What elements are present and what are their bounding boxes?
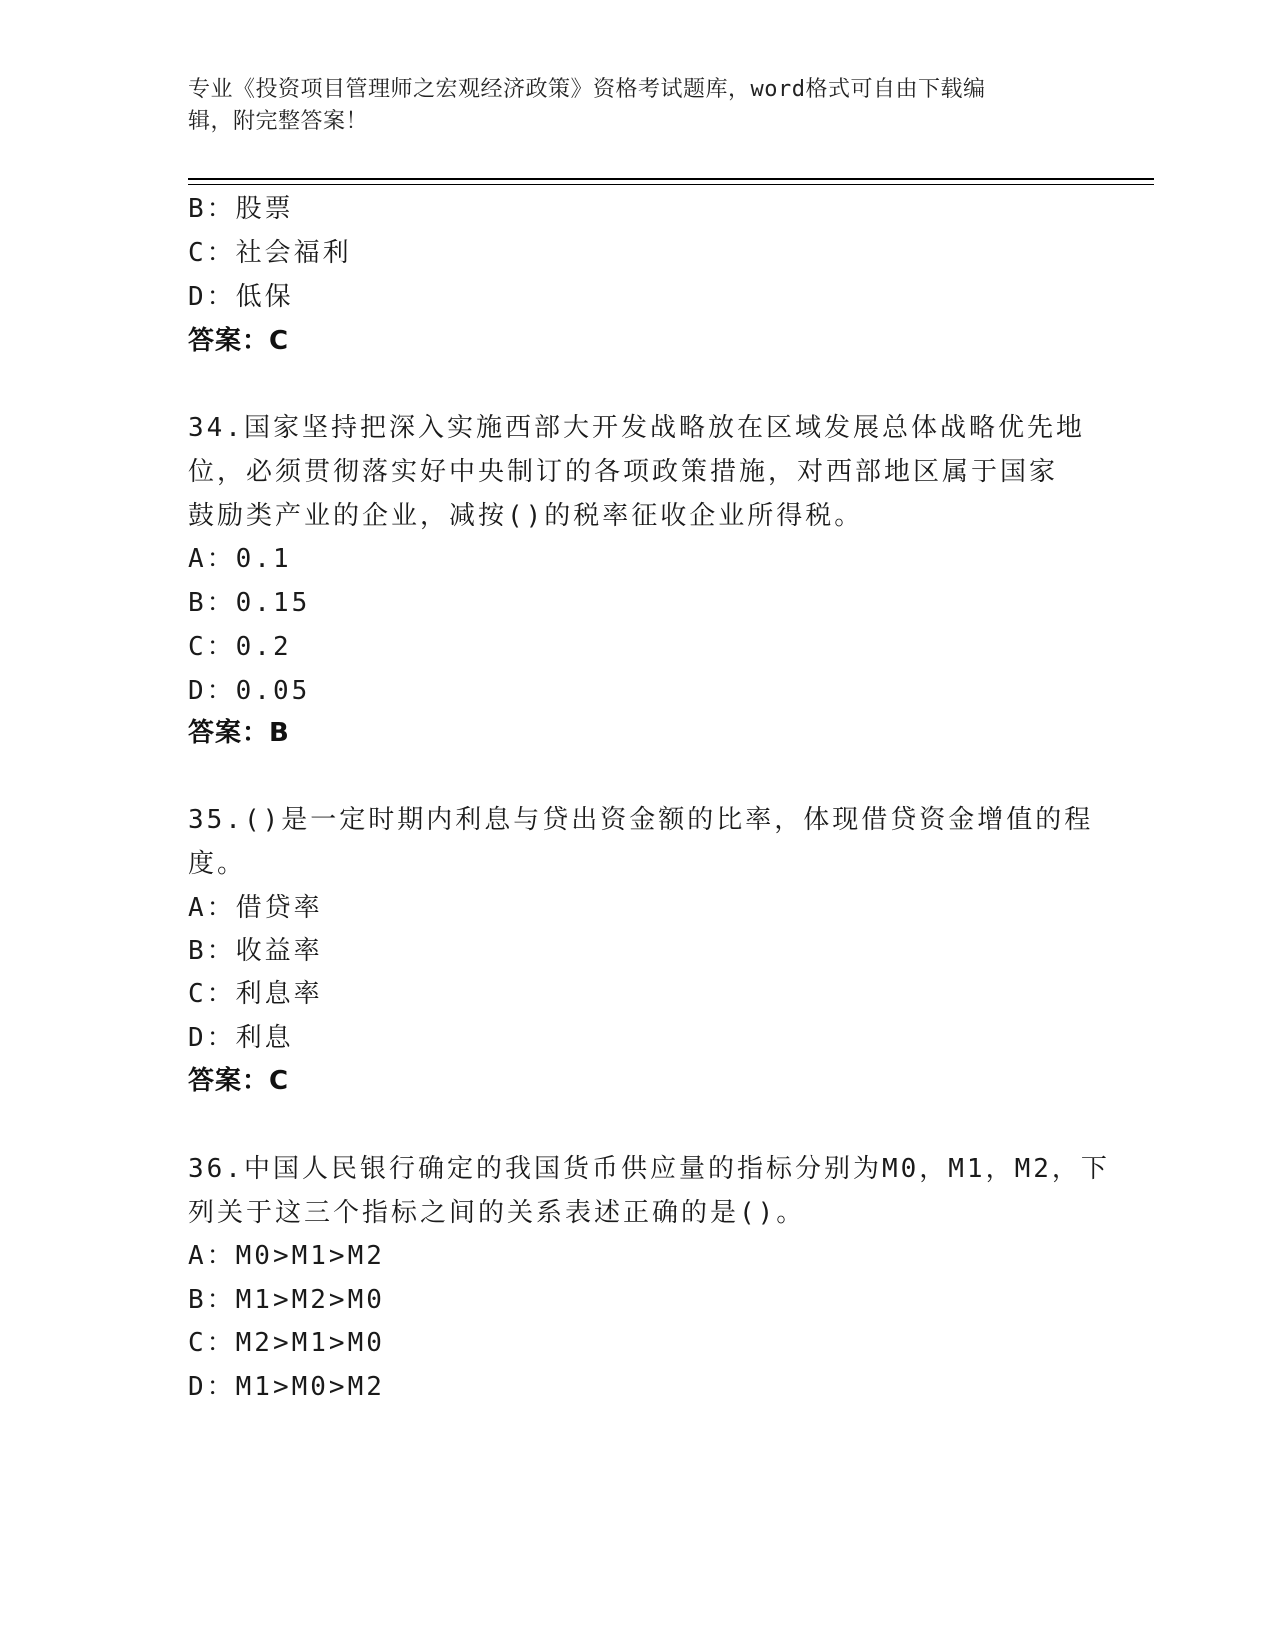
q36-stem-line-1: 36.中国人民银行确定的我国货币供应量的指标分别为M0，M1，M2，下 [188, 1154, 1110, 1184]
header-divider-thin [188, 184, 1154, 185]
q35-stem-line-2: 度。 [188, 849, 247, 879]
q36-option-b: B：M1>M2>M0 [188, 1285, 385, 1315]
document-header [188, 74, 1068, 138]
q36-option-c: C：M2>M1>M0 [188, 1328, 385, 1358]
q33-answer: 答案：C [188, 326, 290, 356]
q35-answer: 答案：C [188, 1066, 290, 1096]
q34-option-d: D：0.05 [188, 676, 311, 706]
header-line-1: 专业《投资项目管理师之宏观经济政策》资格考试题库，word格式可自由下载编 [188, 77, 986, 102]
header-divider-thick [188, 178, 1154, 180]
q36-option-d: D：M1>M0>M2 [188, 1372, 385, 1402]
q35-option-a: A：借贷率 [188, 893, 323, 923]
q36-stem-line-2: 列关于这三个指标之间的关系表述正确的是()。 [188, 1198, 806, 1228]
q35-option-d: D：利息 [188, 1023, 294, 1053]
q34-stem-line-3: 鼓励类产业的企业，减按()的税率征收企业所得税。 [188, 501, 864, 531]
q33-option-b: B：股票 [188, 194, 294, 224]
q33-option-d: D：低保 [188, 282, 294, 312]
q35-option-c: C：利息率 [188, 979, 323, 1009]
q34-option-c: C：0.2 [188, 632, 292, 662]
q34-option-a: A：0.1 [188, 544, 292, 574]
q36-option-a: A：M0>M1>M2 [188, 1241, 385, 1271]
q35-stem-line-1: 35.()是一定时期内利息与贷出资金额的比率，体现借贷资金增值的程 [188, 805, 1094, 835]
header-line-2: 辑，附完整答案！ [188, 109, 369, 134]
q33-option-c: C：社会福利 [188, 238, 352, 268]
q34-stem-line-2: 位，必须贯彻落实好中央制订的各项政策措施，对西部地区属于国家 [188, 457, 1059, 487]
q35-option-b: B：收益率 [188, 936, 323, 966]
q34-option-b: B：0.15 [188, 588, 311, 618]
q34-stem-line-1: 34.国家坚持把深入实施西部大开发战略放在区域发展总体战略优先地 [188, 413, 1085, 443]
q34-answer: 答案：B [188, 718, 290, 748]
